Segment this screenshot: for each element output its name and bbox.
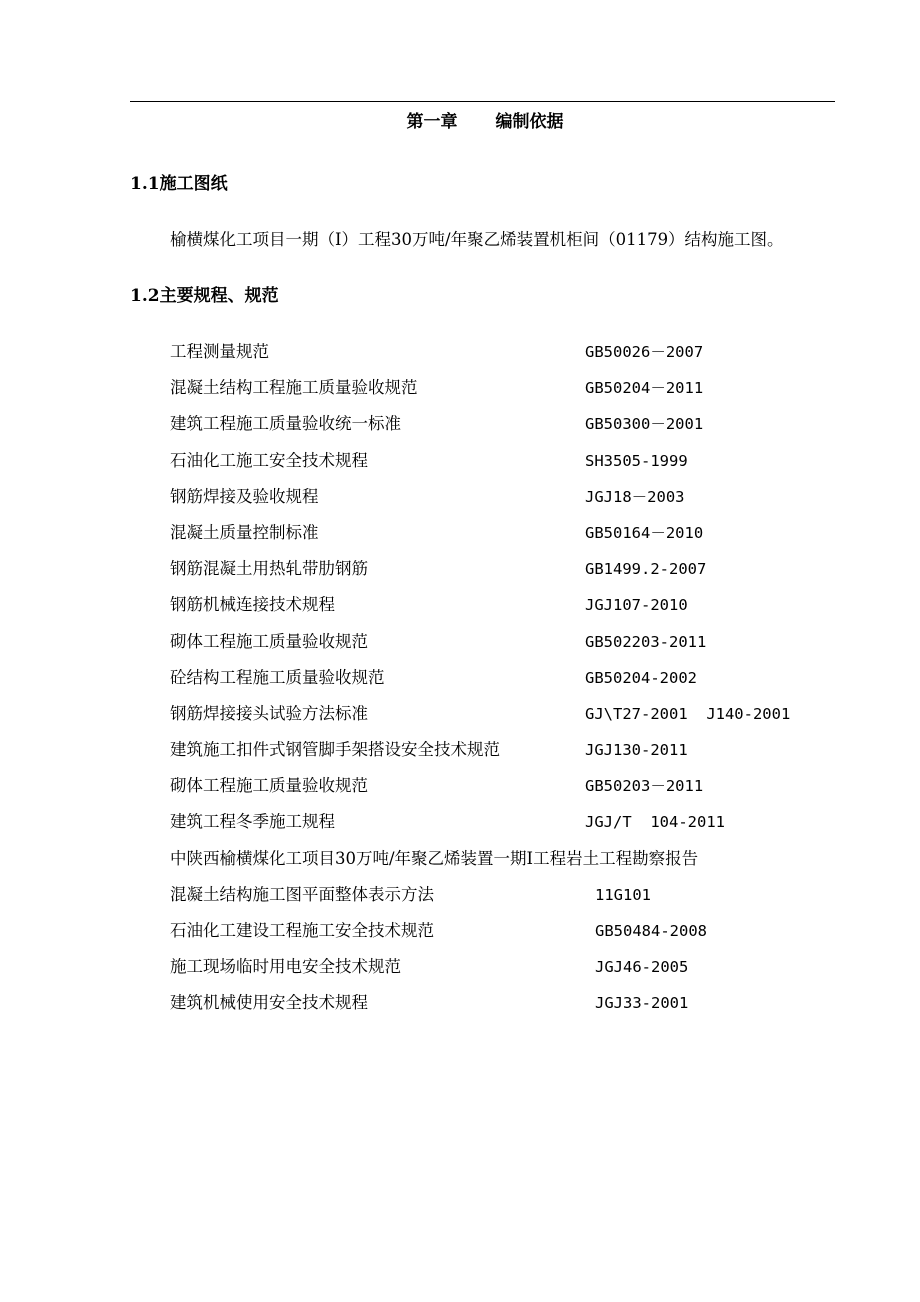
standard-row	[170, 520, 870, 556]
standard-code: GB50204－2011	[585, 379, 704, 398]
standard-row	[170, 882, 870, 918]
standard-name: 石油化工施工安全技术规程	[170, 450, 368, 470]
standard-code: GB502203-2011	[585, 632, 707, 651]
standard-row	[170, 592, 870, 628]
standard-name: 施工现场临时用电安全技术规范	[170, 957, 401, 977]
standard-name: 工程测量规范	[170, 342, 269, 361]
standard-code: SH3505-1999	[585, 451, 688, 470]
standard-name: 建筑施工扣件式钢管脚手架搭设安全技术规范	[170, 740, 500, 760]
standard-name: 混凝土结构施工图平面整体表示方法	[170, 884, 434, 904]
standard-row	[170, 918, 870, 954]
section-heading-standards: 1.2主要规程、规范	[130, 286, 279, 306]
standard-row	[170, 846, 870, 882]
standard-code: GB50300－2001	[585, 415, 704, 434]
standard-row	[170, 629, 870, 665]
standard-code: GB50203－2011	[585, 777, 704, 796]
chapter-number: 第一章	[406, 112, 458, 132]
chapter-title	[0, 110, 920, 134]
standard-row	[170, 411, 870, 447]
standard-code: GB50164－2010	[585, 523, 704, 542]
standard-row	[170, 773, 870, 809]
standard-name: 建筑工程施工质量验收统一标准	[170, 414, 401, 434]
standard-name: 钢筋机械连接技术规程	[170, 595, 335, 615]
standard-row	[170, 556, 870, 592]
standard-name: 建筑工程冬季施工规程	[170, 812, 335, 832]
standard-row	[170, 375, 870, 411]
standard-name: 砼结构工程施工质量验收规范	[170, 667, 385, 687]
standard-name: 建筑机械使用安全技术规程	[170, 993, 368, 1013]
standard-name: 钢筋混凝土用热轧带肋钢筋	[170, 559, 368, 579]
standard-row	[170, 701, 870, 737]
standard-row	[170, 665, 870, 701]
standard-row	[170, 954, 870, 990]
standard-name: 砌体工程施工质量验收规范	[170, 776, 368, 796]
chapter-name: 编制依据	[495, 112, 564, 132]
standard-name: 中陕西榆横煤化工项目30万吨/年聚乙烯装置一期I工程岩土工程勘察报告	[170, 848, 699, 868]
standard-row	[170, 737, 870, 773]
standard-code: 11G101	[595, 885, 651, 904]
standard-code: JGJ107-2010	[585, 596, 688, 615]
standard-row	[170, 990, 870, 1026]
standard-code: GB50204-2002	[585, 668, 697, 687]
standard-name: 钢筋焊接及验收规程	[170, 486, 319, 506]
standard-row	[170, 484, 870, 520]
standard-code: GB50026－2007	[585, 343, 704, 361]
standard-code: JGJ18－2003	[585, 487, 685, 506]
standard-name: 混凝土结构工程施工质量验收规范	[170, 378, 418, 398]
standards-list	[170, 339, 870, 1027]
standard-code: GB50484-2008	[595, 922, 707, 940]
standard-name: 砌体工程施工质量验收规范	[170, 631, 368, 651]
standard-code: JGJ/T 104-2011	[585, 813, 725, 832]
standard-name: 石油化工建设工程施工安全技术规范	[170, 921, 434, 940]
standard-name: 钢筋焊接接头试验方法标准	[170, 703, 368, 723]
drawings-paragraph: 榆横煤化工项目一期（I）工程30万吨/年聚乙烯装置机柜间（01179）结构施工图。	[170, 230, 784, 249]
standard-code: GJ\T27-2001 J140-2001	[585, 704, 791, 723]
standard-row	[170, 448, 870, 484]
standard-code: GB1499.2-2007	[585, 560, 707, 579]
standard-code: JGJ33-2001	[595, 994, 689, 1013]
standard-row	[170, 809, 870, 845]
standard-code: JGJ130-2011	[585, 741, 688, 760]
standard-code: JGJ46-2005	[595, 958, 689, 977]
standard-row	[170, 339, 870, 375]
header-rule	[130, 101, 835, 102]
section-heading-drawings: 1.1施工图纸	[130, 174, 228, 194]
standard-name: 混凝土质量控制标准	[170, 522, 319, 542]
